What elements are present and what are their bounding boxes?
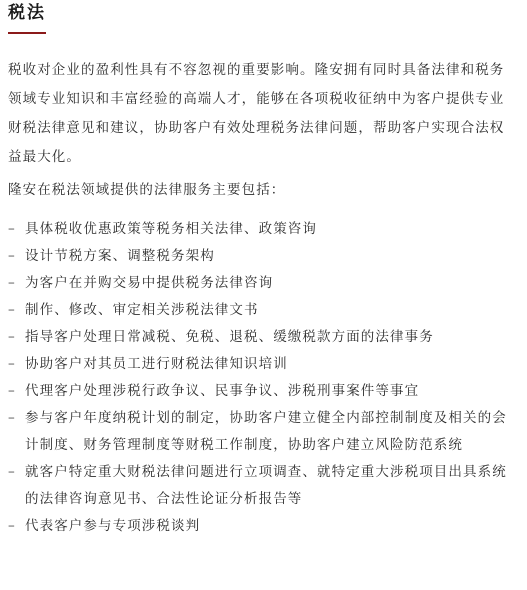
list-item-text: 为客户在并购交易中提供税务法律咨询	[25, 275, 274, 291]
bullet-dash: –	[8, 464, 16, 480]
section-title: 税法	[8, 3, 46, 23]
list-item	[8, 351, 508, 378]
services-lead: 隆安在税法领域提供的法律服务主要包括：	[8, 182, 286, 198]
bullet-dash: –	[8, 329, 16, 345]
services-list	[8, 216, 508, 540]
bullet-dash: –	[8, 275, 16, 291]
list-item	[8, 513, 508, 540]
bullet-dash: –	[8, 518, 16, 534]
list-item	[8, 324, 508, 351]
list-item-text: 设计节税方案、调整税务架构	[25, 248, 215, 264]
bullet-dash: –	[8, 410, 16, 426]
list-item	[8, 459, 508, 513]
list-item-text: 就客户特定重大财税法律问题进行立项调查、就特定重大涉税项目出具系统的法律咨询意见书、合法性论证分析报告等	[25, 464, 507, 507]
intro-paragraph: 税收对企业的盈利性具有不容忽视的重要影响。隆安拥有同时具备法律和税务领域专业知识和丰富经验的高端人才，能够在各项税收征纳中为客户提供专业财税法律意见和建议，协助客户有效处理税务法律问题，帮助客户实现合法权益最大化。	[8, 62, 505, 165]
list-item	[8, 243, 508, 270]
list-item-text: 代表客户参与专项涉税谈判	[25, 518, 201, 534]
bullet-dash: –	[8, 221, 16, 237]
list-item	[8, 297, 508, 324]
list-item-text: 代理客户处理涉税行政争议、民事争议、涉税刑事案件等事宜	[25, 383, 420, 399]
list-item-text: 具体税收优惠政策等税务相关法律、政策咨询	[25, 221, 317, 237]
list-item-text: 制作、修改、审定相关涉税法律文书	[25, 302, 259, 318]
bullet-dash: –	[8, 356, 16, 372]
bullet-dash: –	[8, 383, 16, 399]
bullet-dash: –	[8, 248, 16, 264]
bullet-dash: –	[8, 302, 16, 318]
list-item-text: 参与客户年度纳税计划的制定，协助客户建立健全内部控制制度及相关的会计制度、财务管理制度等财税工作制度，协助客户建立风险防范系统	[25, 410, 507, 453]
list-item-text: 协助客户对其员工进行财税法律知识培训	[25, 356, 288, 372]
list-item	[8, 216, 508, 243]
list-item-text: 指导客户处理日常减税、免税、退税、缓缴税款方面的法律事务	[25, 329, 434, 345]
list-item	[8, 378, 508, 405]
list-item	[8, 270, 508, 297]
list-item	[8, 405, 508, 459]
title-underline	[8, 32, 46, 34]
